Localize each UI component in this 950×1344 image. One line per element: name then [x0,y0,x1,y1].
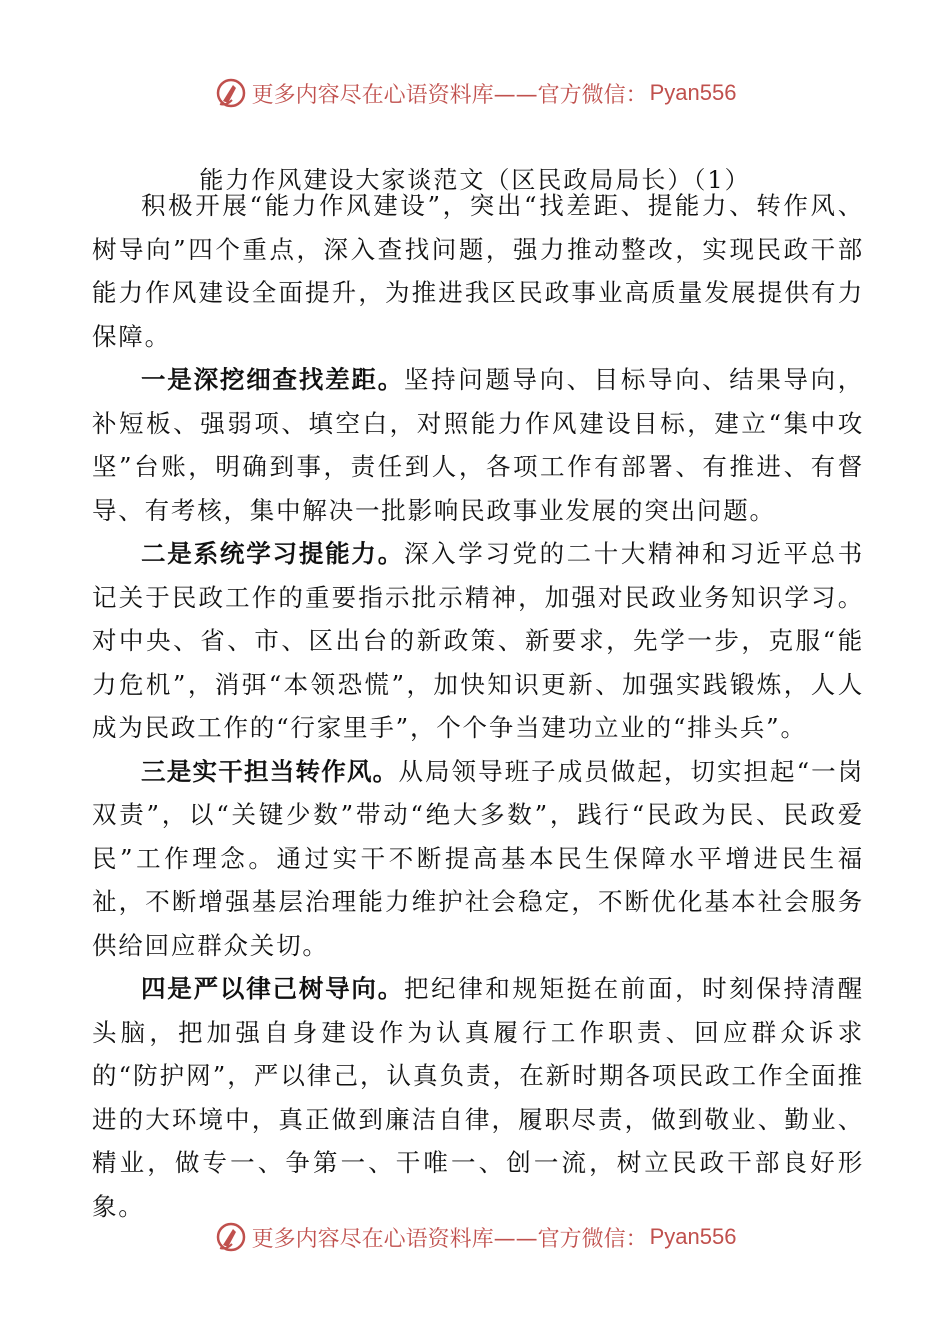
intro-paragraph: 积极开展“能力作风建设”，突出“找差距、提能力、转作风、树导向”四个重点，深入查找问题，强力推动整改，实现民政干部能力作风建设全面提升，为推进我区民政事业高质量发展提供有力保障。 [92,191,864,351]
document-body [92,184,864,1228]
section-lead: 三是实干担当转作风。 [141,756,399,786]
section-paragraph [92,532,864,750]
section-body: 把纪律和规矩挺在前面，时刻保持清醒头脑，把加强自身建设作为认真履行工作职责、回应群众诉求的“防护网”，严以律己，认真负责，在新时期各项民政工作全面推进的大环境中，真正做到廉洁自律，履职尽责，做到敬业、勤业、精业，做专一、争第一、干唯一、创一流，树立民政干部良好形象。 [92,974,865,1221]
section-paragraph [92,750,864,968]
brand-logo-icon [214,1220,248,1254]
document-title: 能力作风建设大家谈范文（区民政局局长）（1） [199,166,751,194]
section-lead: 四是严以律己树导向。 [141,974,405,1003]
banner-handle: Pyan556 [649,80,737,105]
banner-text: 更多内容尽在心语资料库——官方微信： [251,82,648,108]
section-lead: 一是深挖细查找差距。 [141,365,405,394]
section-body: 坚持问题导向、目标导向、结果导向，补短板、强弱项、填空白，对照能力作风建设目标，建立“集中攻坚”台账，明确到事，责任到人，各项工作有部署、有推进、有督导、有考核，集中解决一批影响民政事业发展的突出问题。 [92,365,865,525]
header-banner [0,73,950,113]
footer-banner [0,1217,950,1257]
section-paragraph [92,967,864,1228]
section-body: 深入学习党的二十大精神和习近平总书记关于民政工作的重要指示批示精神，加强对民政业务知识学习。对中央、省、市、区出台的新政策、新要求，先学一步，克服“能力危机”，消弭“本领恐慌”，加快知识更新、加强实践锻炼，人人成为民政工作的“行家里手”，个个争当建功立业的“排头兵”。 [92,539,865,742]
brand-logo-icon [214,76,248,110]
banner-handle: Pyan556 [649,1224,737,1249]
section-lead: 二是系统学习提能力。 [141,539,405,568]
section-paragraph [92,358,864,532]
section-body: 从局领导班子成员做起，切实担起“一岗双责”，以“关键少数”带动“绝大多数”，践行“民政为民、民政爱民”工作理念。通过实干不断提高基本民生保障水平增进民生福祉，不断增强基层治理能力维护社会稳定，不断优化基本社会服务供给回应群众关切。 [92,756,865,960]
banner-text: 更多内容尽在心语资料库——官方微信： [251,1226,648,1252]
